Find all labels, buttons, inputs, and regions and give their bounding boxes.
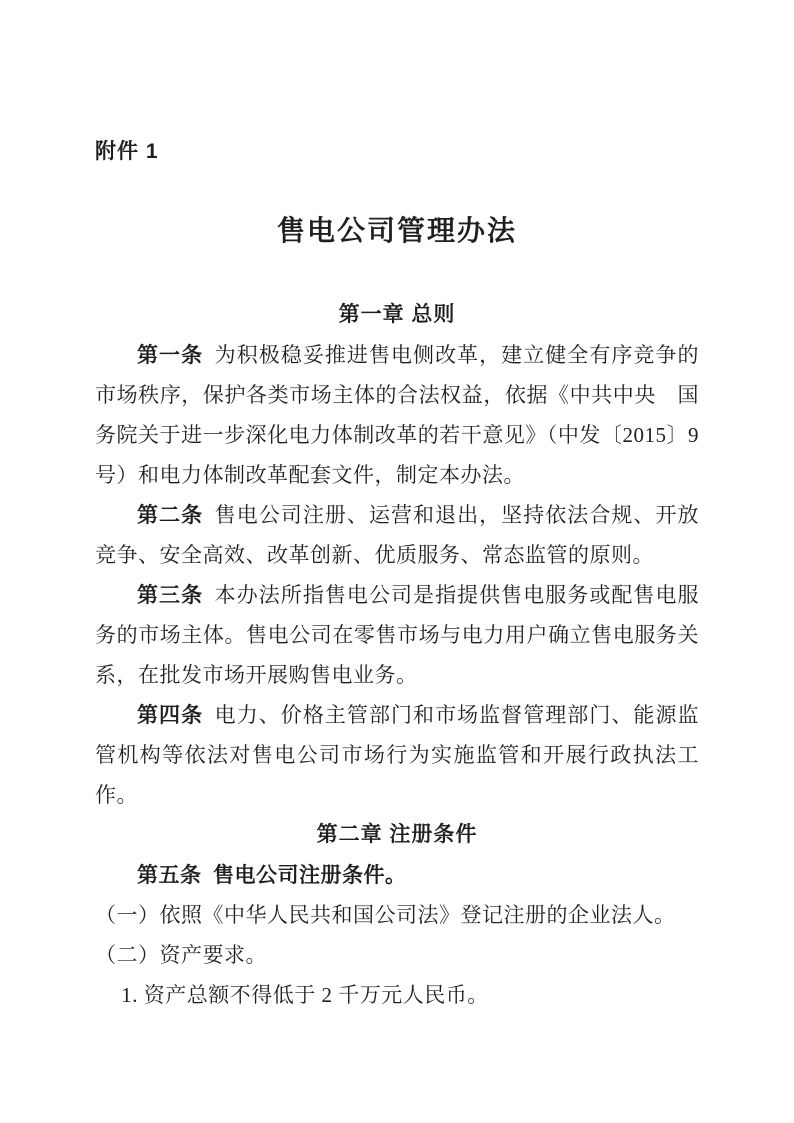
chapter-heading-2: 第二章 注册条件 — [316, 823, 478, 846]
article-paragraph-5 — [95, 855, 699, 895]
numbered-item-1: 1. 资产总额不得低于 2 千万元人民币。 — [121, 983, 489, 1007]
article-number-2: 第二条 — [137, 503, 204, 527]
article-number-5: 第五条 — [137, 863, 202, 887]
article-paragraph-1 — [95, 335, 699, 495]
list-item-1: （一）依照《中华人民共和国公司法》登记注册的企业法人。 — [95, 903, 676, 927]
document-body — [95, 295, 699, 1015]
list-item-2: （二）资产要求。 — [95, 943, 267, 967]
article-text-5: 售电公司注册条件。 — [213, 863, 407, 887]
article-text-2: 售电公司注册、运营和退出，坚持依法合规、开放竞争、安全高效、改革创新、优质服务、常态监管的原则。 — [95, 503, 700, 567]
article-paragraph-2 — [95, 495, 699, 575]
article-paragraph-3 — [95, 575, 699, 695]
article-number-1: 第一条 — [137, 343, 204, 367]
article-text-4: 电力、价格主管部门和市场监督管理部门、能源监管机构等依法对售电公司市场行为实施监管和开展行政执法工作。 — [95, 703, 700, 807]
article-text-1: 为积极稳妥推进售电侧改革，建立健全有序竞争的市场秩序，保护各类市场主体的合法权益，依据《中共中央 国务院关于进一步深化电力体制改革的若干意见》（中发〔2015〕9 号）和电力体制改革配套文件，制定本办法。 — [95, 343, 700, 487]
article-number-4: 第四条 — [137, 703, 204, 727]
chapter-heading-1: 第一章 总则 — [338, 303, 456, 326]
attachment-label: 附件 1 — [95, 140, 159, 163]
article-text-3: 本办法所指售电公司是指提供售电服务或配售电服务的市场主体。售电公司在零售市场与电力用户确立售电服务关系，在批发市场开展购售电业务。 — [95, 583, 700, 687]
document-title: 售电公司管理办法 — [276, 216, 517, 247]
article-paragraph-4 — [95, 695, 699, 815]
article-number-3: 第三条 — [137, 583, 204, 607]
